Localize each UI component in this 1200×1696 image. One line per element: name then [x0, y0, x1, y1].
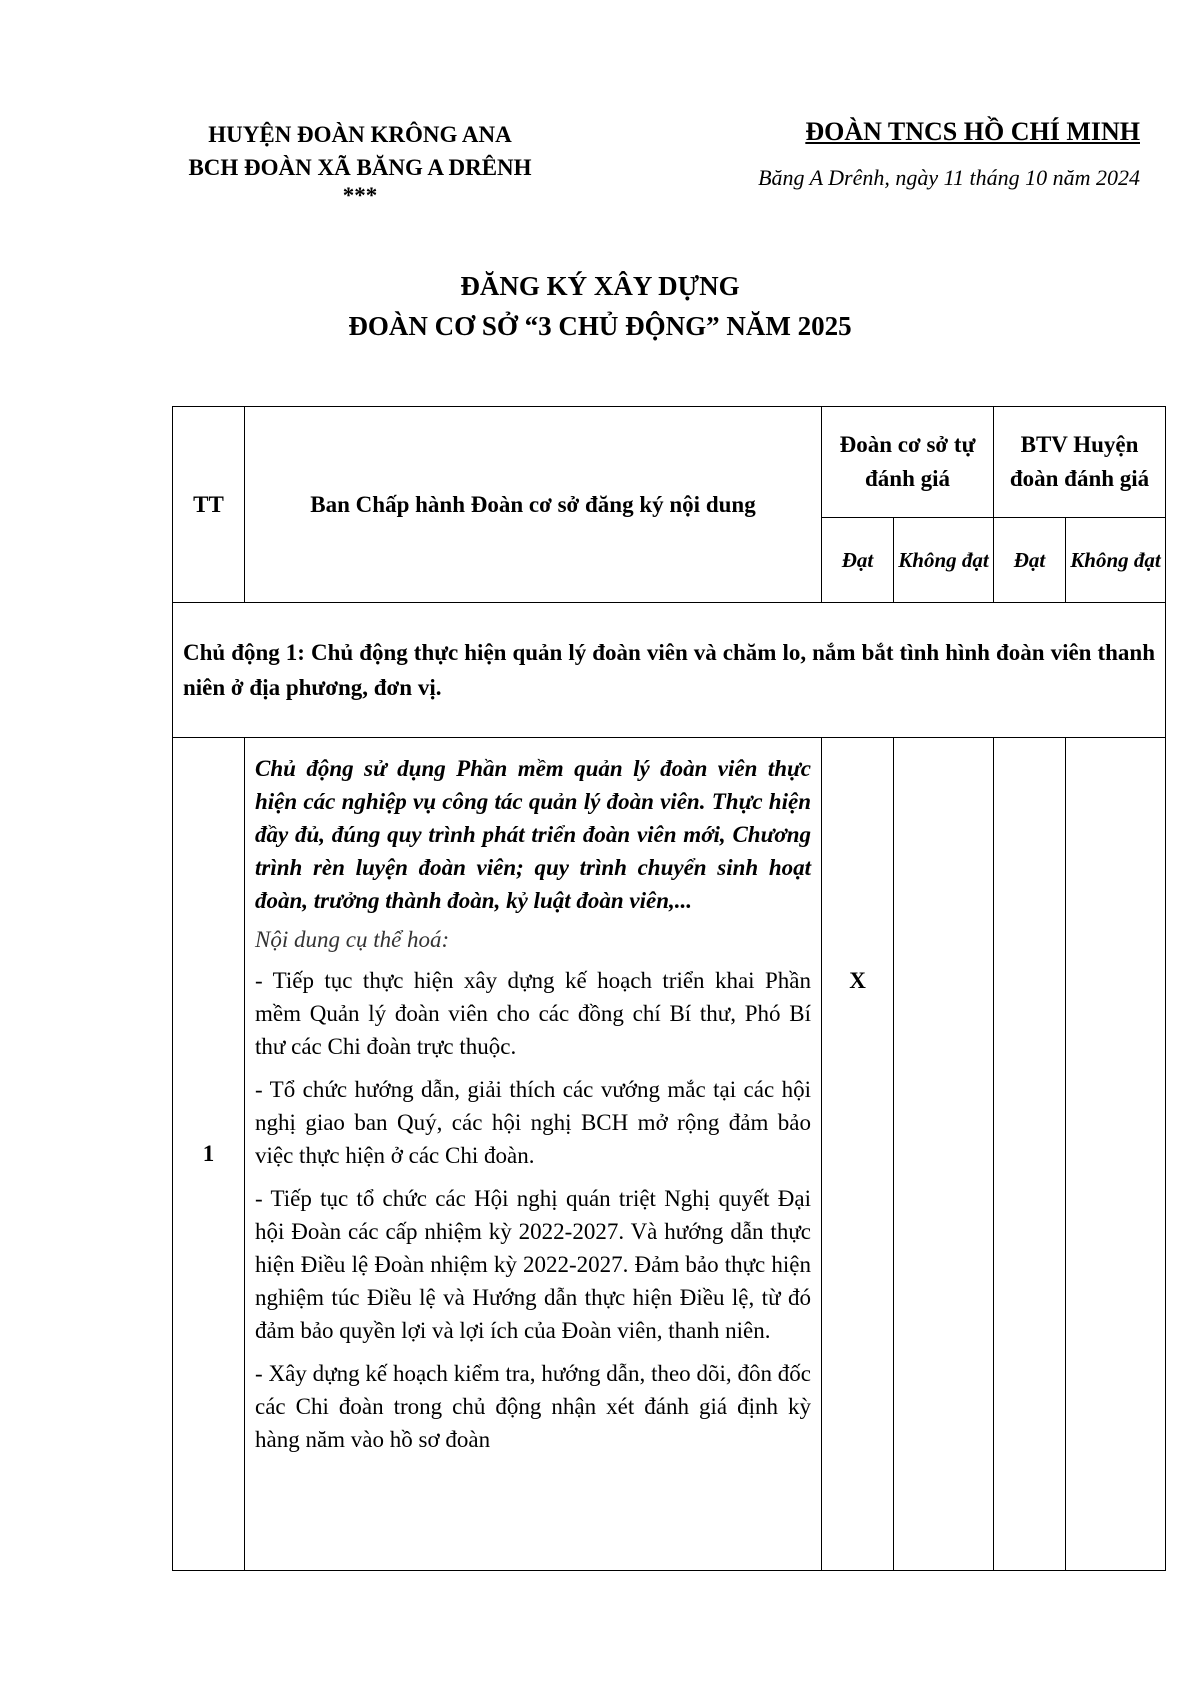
row-main-text: Chủ động sử dụng Phần mềm quản lý đoàn viên thực hiện các nghiệp vụ công tác quản lý đoàn viên. Thực hiện đầy đủ, đúng quy trình phát triển đoàn viên mới, Chương trình rèn luyện đoàn viên; quy trình chuyển sinh hoạt đoàn, trưởng thành đoàn, kỷ luật đoàn viên,... — [255, 756, 811, 913]
header-row-1 — [173, 407, 1166, 518]
header-content: Ban Chấp hành Đoàn cơ sở đăng ký nội dung — [245, 407, 822, 603]
row-bullet: - Tiếp tục thực hiện xây dựng kế hoạch triển khai Phần mềm Quản lý đoàn viên cho các đồng chí Bí thư, Phó Bí thư các Chi đoàn trực thuộc. — [255, 968, 811, 1059]
row-bullet: - Tổ chức hướng dẫn, giải thích các vướng mắc tại các hội nghị giao ban Quý, các hội nghị BCH mở rộng đảm bảo việc thực hiện ở các Chi đoàn. — [255, 1077, 811, 1168]
header-self-dat: Đạt — [822, 518, 894, 603]
district-union-name: HUYỆN ĐOÀN KRÔNG ANA — [208, 122, 512, 147]
place-date: Băng A Drênh, ngày 11 tháng 10 năm 2024 — [758, 165, 1140, 190]
row-number: 1 — [173, 738, 245, 1571]
self-dat-mark: X — [822, 738, 894, 1571]
row-bullet: - Xây dựng kế hoạch kiểm tra, hướng dẫn, theo dõi, đôn đốc các Chi đoàn trong chủ động nhận xét đánh giá định kỳ hàng năm vào hồ sơ đoàn — [255, 1361, 811, 1452]
row-content — [245, 738, 822, 1571]
separator-stars: *** — [342, 183, 378, 208]
issuing-organization — [150, 118, 570, 208]
commune-union-name: BCH ĐOÀN XÃ BĂNG A DRÊNH — [188, 155, 532, 180]
header-self-khong-dat: Không đạt — [894, 518, 994, 603]
title-line-1: ĐĂNG KÝ XÂY DỰNG — [460, 271, 740, 301]
registration-table — [172, 406, 1166, 1571]
union-name: ĐOÀN TNCS HỒ CHÍ MINH — [805, 117, 1140, 146]
btv-khong-dat-mark — [1066, 738, 1166, 1571]
title-line-2: ĐOÀN CƠ SỞ “3 CHỦ ĐỘNG” NĂM 2025 — [348, 311, 852, 341]
self-khong-dat-mark — [894, 738, 994, 1571]
document-title — [0, 266, 1200, 346]
header-btv-eval: BTV Huyện đoàn đánh giá — [994, 407, 1166, 518]
btv-dat-mark — [994, 738, 1066, 1571]
row-subheading: Nội dung cụ thể hoá: — [255, 927, 450, 952]
header-btv-khong-dat: Không đạt — [1066, 518, 1166, 603]
header-self-eval: Đoàn cơ sở tự đánh giá — [822, 407, 994, 518]
header-tt: TT — [173, 407, 245, 603]
section-row — [173, 603, 1166, 738]
row-bullet: - Tiếp tục tổ chức các Hội nghị quán triệt Nghị quyết Đại hội Đoàn các cấp nhiệm kỳ 2022-2027. Và hướng dẫn thực hiện Điều lệ Đoàn nhiệm kỳ 2022-2027. Đảm bảo thực hiện nghiệm túc Điều lệ và Hướng dẫn thực hiện Điều lệ, từ đó đảm bảo quyền lợi và lợi ích của Đoàn viên, thanh niên. — [255, 1186, 811, 1343]
national-header — [640, 112, 1140, 194]
table-row — [173, 738, 1166, 1571]
header-btv-dat: Đạt — [994, 518, 1066, 603]
section-heading-1: Chủ động 1: Chủ động thực hiện quản lý đoàn viên và chăm lo, nắm bắt tình hình đoàn viên thanh niên ở địa phương, đơn vị. — [173, 603, 1166, 738]
